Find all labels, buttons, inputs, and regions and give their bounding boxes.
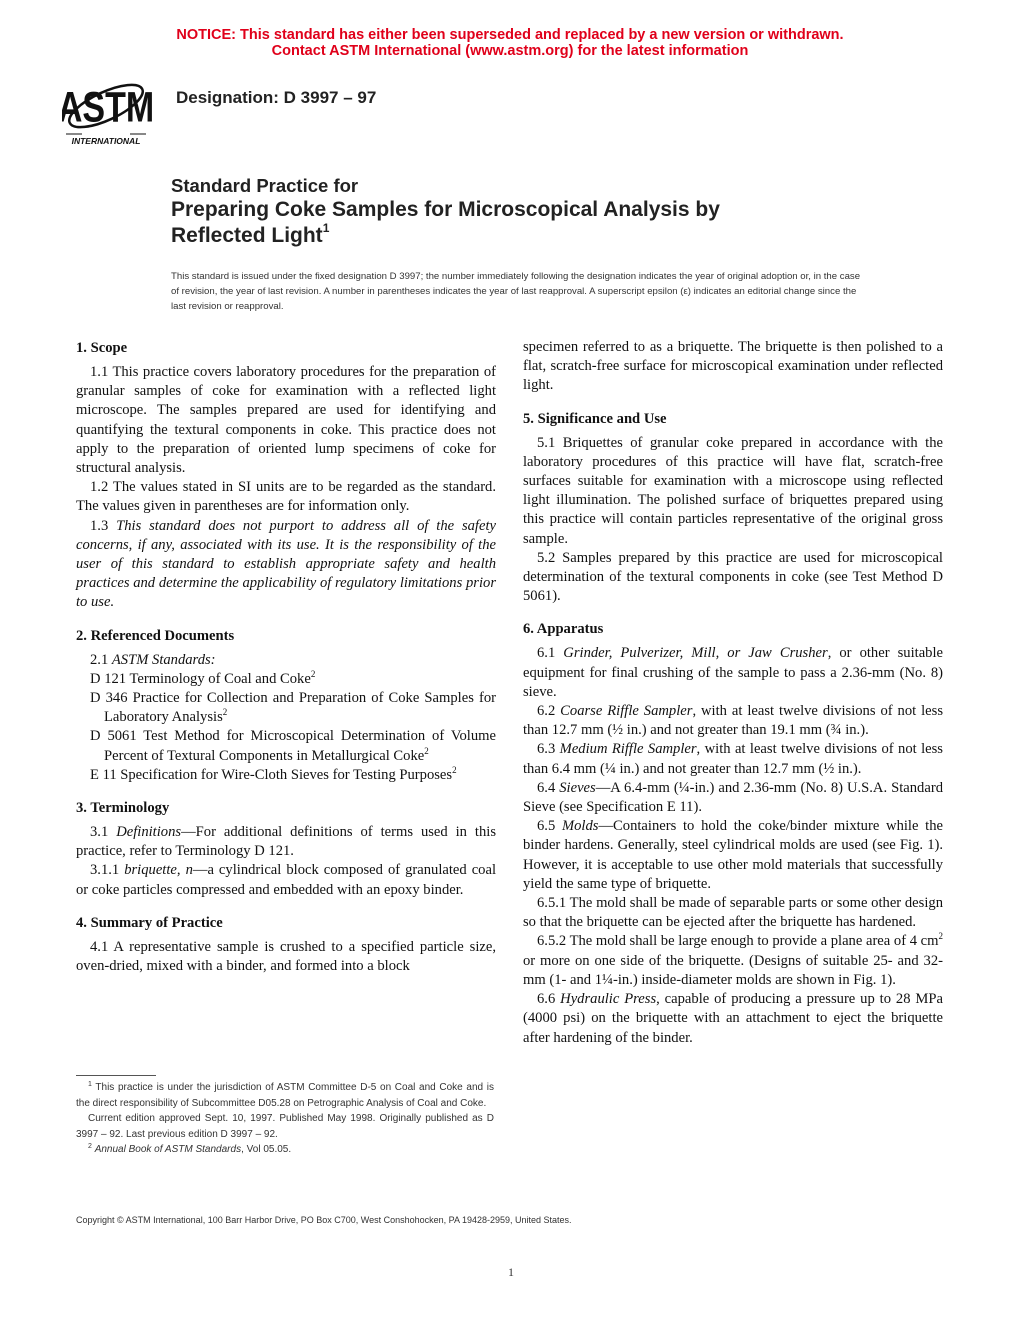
- copyright-notice: Copyright © ASTM International, 100 Barr Harbor Drive, PO Box C700, West Conshohocken, PA 19428-2959, United States.: [76, 1215, 572, 1225]
- paragraph-6-5: 6.5 Molds—Containers to hold the coke/binder mixture while the binder hardens. Generally, steel cylindrical molds are used (see Fig. 1). However, it is acceptable to use other mold materials that successfully yield the same type of briquette.: [523, 818, 944, 892]
- issuance-note: This standard is issued under the fixed designation D 3997; the number immediately following the designation indicates the year of original adoption or, in the case of revision, the year of last revision. A number in parentheses indicates the year of last reapproval. A superscript epsilon (ε) indicates an editorial change since the last revision or reapproval.: [171, 271, 861, 312]
- right-column: [523, 338, 943, 1048]
- title-prefix: Standard Practice for: [171, 175, 359, 196]
- astm-logo-icon: [62, 74, 162, 146]
- footnote-2: $^2$ Annual Book of ASTM Standards, Vol 05.05.: [88, 1143, 292, 1155]
- section-heading-scope: 1. Scope: [76, 340, 128, 356]
- designation: Designation: D 3997 – 97: [176, 88, 377, 107]
- reference-d121[interactable]: D 121 Terminology of Coal and Coke$^2$: [90, 668, 316, 687]
- footnote-1: $^1$ This practice is under the jurisdiction of ASTM Committee D-5 on Coal and Coke and is the direct responsibility of Subcommittee D05.28 on Petrographic Analysis of Coal and Coke.: [76, 1081, 494, 1109]
- document-title: [171, 174, 720, 249]
- supersession-notice: [0, 27, 1020, 59]
- paragraph-4-1: 4.1 A representative sample is crushed to a specified particle size, oven-dried, mixed with a binder, and formed into a block: [76, 938, 496, 975]
- paragraph-6-6: 6.6 Hydraulic Press, capable of producing a pressure up to 28 MPa (4000 psi) on the briquette with an attachment to eject the briquette after hardening of the binder.: [523, 991, 943, 1046]
- section-heading-summary: 4. Summary of Practice: [76, 914, 223, 931]
- paragraph-5-2: 5.2 Samples prepared by this practice are used for microscopical determination of the textural components in coke (see Test Method D 5061).: [523, 549, 943, 605]
- reference-e11[interactable]: E 11 Specification for Wire-Cloth Sieves for Testing Purposes$^2$: [90, 764, 457, 783]
- paragraph-6-3: 6.3 Medium Riffle Sampler, with at least twelve divisions of not less than 6.4 mm (¼ in.) and not greater than 12.7 mm (½ in.).: [523, 741, 943, 777]
- paragraph-6-5-2: 6.5.2 The mold shall be large enough to provide a plane area of 4 $cm^2$ or more on one side of the briquette. (Designs of suitable 25- and 32-mm (1- and 1¼-in.) inside-diameter molds are shown in Fig. 1).: [523, 931, 943, 988]
- title-line-2: Reflected Light$^1$: [171, 221, 330, 247]
- reference-d5061[interactable]: D 5061 Test Method for Microscopical Determination of Volume Percent of Textural Components in Metallurgical Coke$^2$: [90, 728, 496, 764]
- notice-line-2: Contact ASTM International (www.astm.org) for the latest information: [271, 43, 749, 59]
- title-line-1: Preparing Coke Samples for Microscopical Analysis by: [171, 198, 720, 221]
- footnotes: [76, 1080, 494, 1158]
- paragraph-1-1: 1.1 This practice covers laboratory procedures for the preparation of granular samples of coke for examination with a reflected light microscope. The samples prepared are used for identifying and quantifying the textural components in coke. This practice does not apply to the preparation of oriented lump specimens of coke for structural analysis.: [76, 364, 496, 477]
- footnote-edition: Current edition approved Sept. 10, 1997. Published May 1998. Originally published as D 3997 – 92. Last previous edition D 3997 – 92.: [76, 1113, 494, 1140]
- svg-text:ASTM: ASTM: [62, 83, 155, 132]
- paragraph-1-2: 1.2 The values stated in SI units are to be regarded as the standard. The values given in parentheses are for information only.: [76, 479, 496, 515]
- page-number: 1: [508, 1265, 514, 1279]
- section-heading-referenced-documents: 2. Referenced Documents: [76, 627, 235, 644]
- paragraph-4-1-continued: specimen referred to as a briquette. The briquette is then polished to a flat, scratch-free surface for microscopical examination under reflected light.: [523, 339, 943, 394]
- section-heading-significance: 5. Significance and Use: [523, 410, 667, 427]
- footnote-divider: [76, 1075, 156, 1076]
- paragraph-3-1: 3.1 Definitions—For additional definitions of terms used in this practice, refer to Terminology D 121.: [76, 824, 497, 860]
- paragraph-3-1-1: 3.1.1 briquette, n—a cylindrical block composed of granulated coal or coke particles compressed and embedded with an epoxy binder.: [76, 862, 497, 898]
- paragraph-6-1: 6.1 Grinder, Pulverizer, Mill, or Jaw Crusher, or other suitable equipment for final crushing of the sample to pass a 2.36-mm (No. 8) sieve.: [523, 645, 943, 700]
- left-column: [76, 338, 496, 976]
- paragraph-6-2: 6.2 Coarse Riffle Sampler, with at least twelve divisions of not less than 12.7 mm (½ in.) and not greater than 19.1 mm (¾ in.).: [523, 703, 943, 739]
- title-footnote-ref[interactable]: 1: [322, 221, 330, 235]
- paragraph-2-1: 2.1 ASTM Standards:: [90, 651, 216, 668]
- section-heading-terminology: 3. Terminology: [76, 800, 170, 817]
- notice-line-1: NOTICE: This standard has either been superseded and replaced by a new version or withdrawn.: [176, 27, 844, 43]
- paragraph-6-5-1: 6.5.1 The mold shall be made of separable parts or some other design so that the briquette can be ejected after the briquette has hardened.: [523, 895, 943, 931]
- paragraph-1-3: 1.3 This standard does not purport to address all of the safety concerns, if any, associated with its use. It is the responsibility of the user of this standard to establish appropriate safety and health practices and determine the applicability of regulatory limitations prior to use.: [76, 517, 496, 611]
- paragraph-6-4: 6.4 Sieves—A 6.4-mm (¼-in.) and 2.36-mm (No. 8) U.S.A. Standard Sieve (see Specification E 11).: [523, 779, 943, 816]
- paragraph-5-1: 5.1 Briquettes of granular coke prepared in accordance with the laboratory procedures of this practice will have flat, scratch-free surfaces suitable for examination with a microscope using reflected light illumination. The polished surface of briquettes prepared using this practice will contain particles representative of the original gross sample.: [523, 434, 943, 547]
- section-heading-apparatus: 6. Apparatus: [523, 621, 604, 638]
- reference-d346[interactable]: D 346 Practice for Collection and Preparation of Coke Samples for Laboratory Analysis$^2$: [90, 690, 496, 726]
- svg-text:INTERNATIONAL: INTERNATIONAL: [71, 136, 141, 146]
